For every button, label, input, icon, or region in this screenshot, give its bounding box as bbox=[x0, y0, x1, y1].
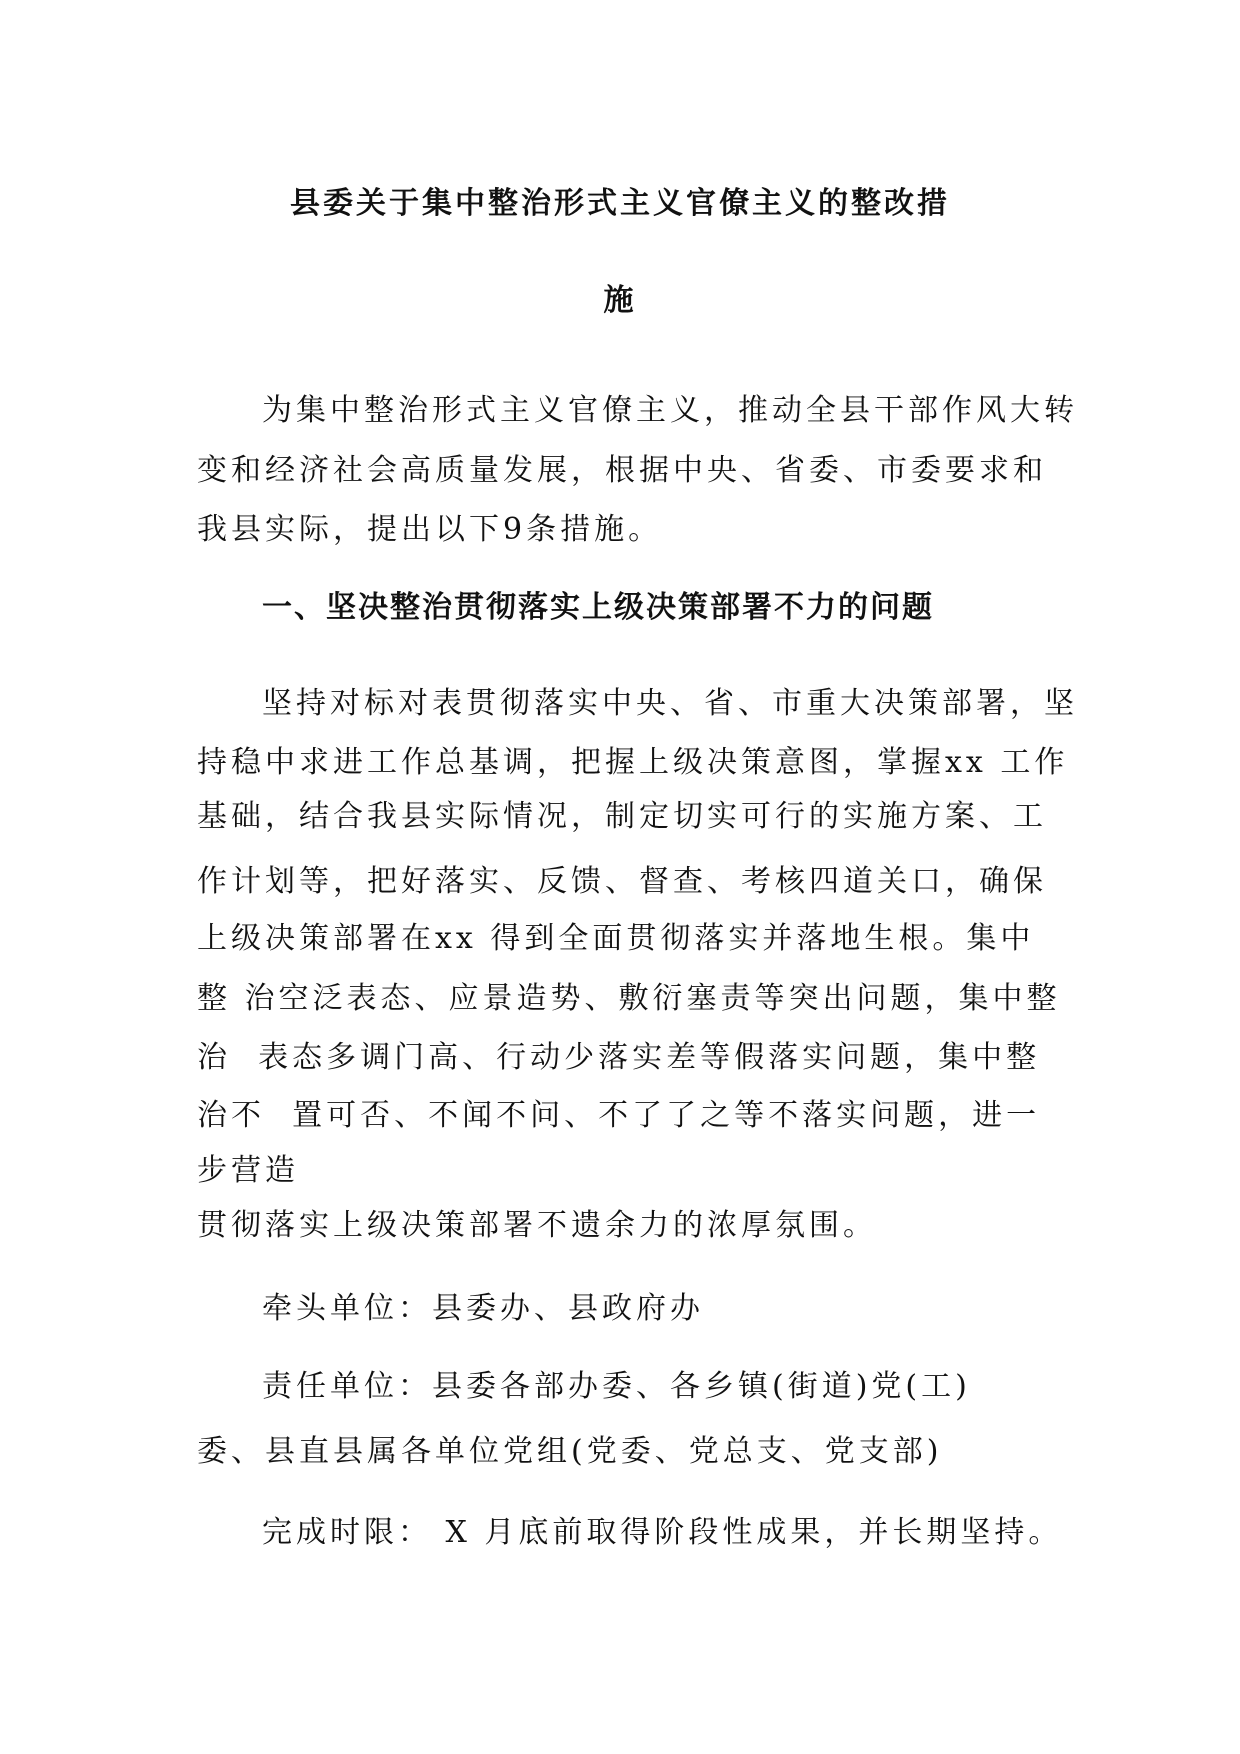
section-body-line: 上级决策部署在xx 得到全面贯彻落实并落地生根。集中 bbox=[197, 921, 1035, 956]
responsible-unit-line: 委、县直县属各单位党组(党委、党总支、党支部) bbox=[197, 1434, 943, 1469]
intro-line: 变和经济社会高质量发展，根据中央、省委、市委要求和 bbox=[197, 453, 1047, 488]
intro-line: 我县实际，提出以下9条措施。 bbox=[197, 512, 663, 547]
section-body-line: 步营造 bbox=[197, 1153, 299, 1188]
responsible-unit-line: 责任单位：县委各部办委、各乡镇(街道)党(工) bbox=[262, 1369, 971, 1404]
deadline-line: 完成时限： X 月底前取得阶段性成果，并长期坚持。 bbox=[262, 1515, 1063, 1550]
intro-line: 为集中整治形式主义官僚主义，推动全县干部作风大转 bbox=[262, 393, 1078, 428]
lead-unit-line: 牵头单位：县委办、县政府办 bbox=[262, 1291, 704, 1326]
section-body-line: 治不 置可否、不闻不问、不了了之等不落实问题，进一 bbox=[197, 1098, 1041, 1133]
document-title-line-2: 施 bbox=[603, 283, 637, 318]
section-body-line: 治 表态多调门高、行动少落实差等假落实问题，集中整 bbox=[197, 1040, 1041, 1075]
section-heading: 一、坚决整治贯彻落实上级决策部署不力的问题 bbox=[262, 590, 934, 625]
section-body-line: 坚持对标对表贯彻落实中央、省、市重大决策部署，坚 bbox=[262, 686, 1078, 721]
section-body-line: 整 治空泛表态、应景造势、敷衍塞责等突出问题，集中整 bbox=[197, 981, 1061, 1016]
section-body-line: 作计划等，把好落实、反馈、督查、考核四道关口，确保 bbox=[197, 864, 1047, 899]
section-body-line: 贯彻落实上级决策部署不遗余力的浓厚氛围。 bbox=[197, 1208, 877, 1243]
document-title-line-1: 县委关于集中整治形式主义官僚主义的整改措 bbox=[290, 186, 950, 221]
section-body-line: 持稳中求进工作总基调，把握上级决策意图，掌握xx 工作 bbox=[197, 745, 1069, 780]
section-body-line: 基础，结合我县实际情况，制定切实可行的实施方案、工 bbox=[197, 799, 1047, 834]
